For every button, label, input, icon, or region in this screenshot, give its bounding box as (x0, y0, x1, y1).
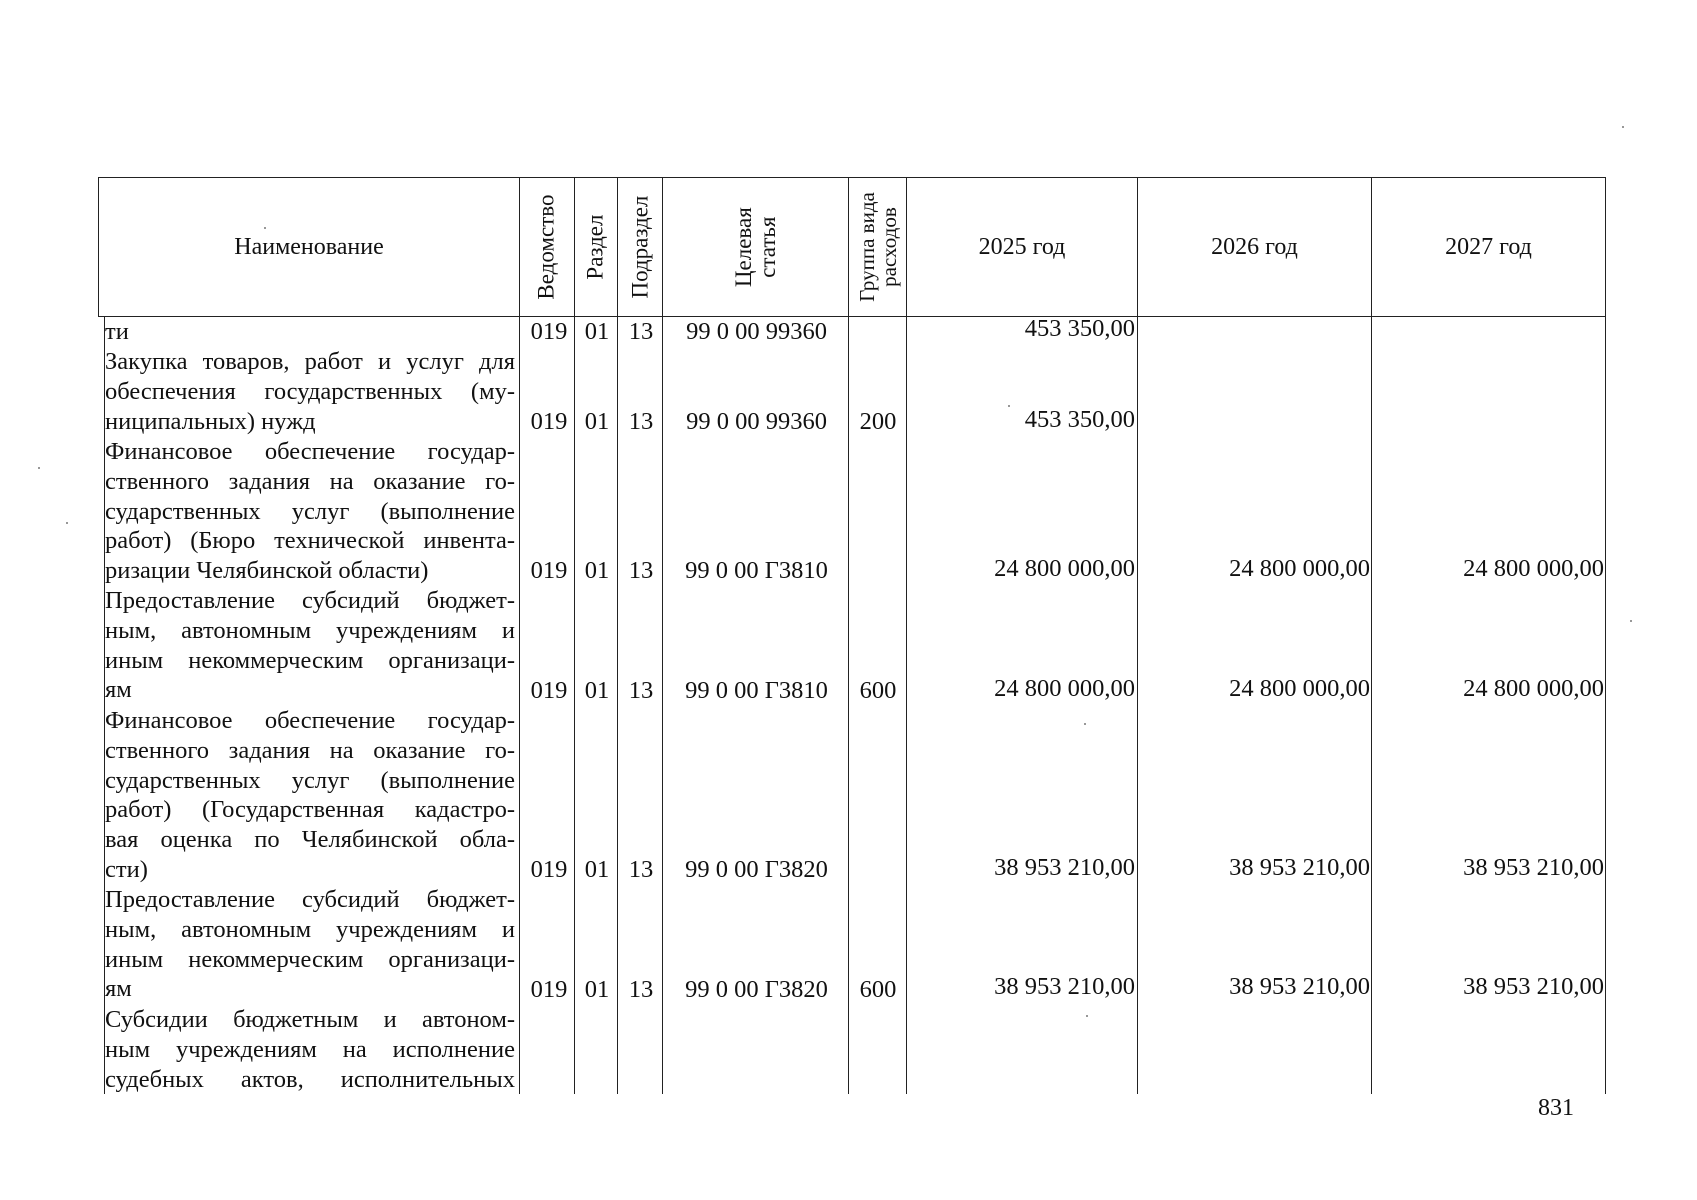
cell-podrazdel: 13 (628, 557, 654, 584)
name-line: ти (105, 318, 129, 345)
header-name-label: Наименование (234, 233, 384, 260)
header-2027 (1372, 178, 1605, 316)
cell-vedomstvo: 019 (530, 677, 568, 704)
cell-2026: 38 953 210,00 (1229, 854, 1370, 881)
cell-2025: 38 953 210,00 (994, 854, 1135, 881)
name-line: работ) (Бюро технической инвента- (105, 527, 515, 555)
header-gruppa-label (855, 192, 899, 302)
cell-vedomstvo: 019 (530, 976, 568, 1003)
cell-razdel: 01 (584, 408, 610, 435)
name-line: Субсидии бюджетным и автоном- (105, 1006, 515, 1033)
cell-podrazdel: 13 (628, 856, 654, 883)
cell-gruppa: 600 (859, 976, 897, 1003)
cell-podrazdel: 13 (628, 408, 654, 435)
name-line: сударственных услуг (выполнение (105, 766, 515, 794)
cell-2027: 24 800 000,00 (1463, 555, 1604, 582)
name-line: Финансовое обеспечение государ- (105, 438, 515, 465)
cell-2026: 24 800 000,00 (1229, 675, 1370, 702)
cell-vedomstvo: 019 (530, 856, 568, 883)
cell-2025: 24 800 000,00 (994, 675, 1135, 702)
cell-tselevaya: 99 0 00 Г3820 (685, 976, 828, 1003)
table-row-name (105, 347, 515, 436)
header-gruppa-line1: Группа вида (854, 192, 879, 302)
cell-tselevaya: 99 0 00 99360 (686, 408, 827, 435)
scan-speck (1084, 723, 1086, 725)
name-line: судебных актов, исполнительных (105, 1065, 515, 1093)
header-podrazdel (618, 178, 662, 316)
name-line: Предоставление субсидий бюджет- (105, 587, 515, 614)
header-2026-label: 2026 год (1211, 233, 1298, 260)
table-row-name (105, 317, 515, 347)
scan-speck (38, 467, 40, 469)
cell-razdel: 01 (584, 318, 610, 345)
cell-2025: 453 350,00 (1024, 406, 1135, 433)
cell-podrazdel: 13 (628, 318, 654, 345)
cell-2026: 24 800 000,00 (1229, 555, 1370, 582)
header-gruppa (849, 178, 906, 316)
table-row-name (105, 706, 515, 885)
table-row-name (105, 1005, 515, 1094)
header-vedomstvo-label: Ведомство (533, 194, 559, 300)
scan-speck (264, 227, 266, 229)
cell-2025: 453 350,00 (1024, 315, 1135, 342)
name-line: ям (105, 975, 132, 1003)
cell-tselevaya: 99 0 00 Г3810 (685, 677, 828, 704)
name-line: сударственных услуг (выполнение (105, 497, 515, 525)
cell-2026: 38 953 210,00 (1229, 973, 1370, 1000)
cell-tselevaya: 99 0 00 99360 (686, 318, 827, 345)
name-line: обеспечения государственных (му- (105, 377, 515, 405)
header-razdel-label: Раздел (582, 214, 608, 280)
name-line: вая оценка по Челябинской обла- (105, 826, 515, 854)
header-name (100, 178, 518, 316)
table-row-name (105, 885, 515, 1004)
cell-vedomstvo: 019 (530, 557, 568, 584)
cell-razdel: 01 (584, 677, 610, 704)
cell-razdel: 01 (584, 976, 610, 1003)
cell-2027: 38 953 210,00 (1463, 973, 1604, 1000)
header-2026 (1138, 178, 1371, 316)
name-line: иным некоммерческим организаци- (105, 945, 515, 973)
header-2025-label: 2025 год (978, 233, 1066, 260)
scan-speck (1622, 126, 1624, 128)
cell-tselevaya: 99 0 00 Г3820 (685, 856, 828, 883)
cell-razdel: 01 (584, 557, 610, 584)
name-line: Финансовое обеспечение государ- (105, 707, 515, 734)
table-left-border (98, 177, 99, 317)
header-2025 (907, 178, 1137, 316)
cell-vedomstvo: 019 (530, 318, 568, 345)
name-line: иным некоммерческим организаци- (105, 646, 515, 674)
table-row-name (105, 437, 515, 586)
scan-speck (1630, 620, 1632, 622)
scan-speck (1008, 405, 1010, 407)
cell-2027: 38 953 210,00 (1463, 854, 1604, 881)
table-row-name (105, 586, 515, 705)
header-podrazdel-label: Подраздел (626, 195, 652, 299)
name-line: ям (105, 676, 132, 704)
name-line: ным учреждениям на исполнение (105, 1035, 515, 1063)
cell-2025: 38 953 210,00 (994, 973, 1135, 1000)
cell-gruppa: 200 (859, 408, 897, 435)
page-number: 831 (1538, 1095, 1574, 1121)
name-line: ниципальных) нужд (105, 407, 316, 435)
header-razdel (575, 178, 617, 316)
scan-speck (1086, 1015, 1088, 1017)
cell-razdel: 01 (584, 856, 610, 883)
header-tselevaya (663, 178, 848, 316)
name-line: работ) (Государственная кадастро- (105, 796, 515, 824)
header-tselevaya-line1: Целевая (730, 207, 756, 287)
cell-vedomstvo: 019 (530, 408, 568, 435)
cell-2027: 24 800 000,00 (1463, 675, 1604, 702)
header-2027-label: 2027 год (1445, 233, 1532, 260)
cell-tselevaya: 99 0 00 Г3810 (685, 557, 828, 584)
name-line: Закупка товаров, работ и услуг для (105, 348, 515, 375)
header-gruppa-line2: расходов (876, 207, 901, 287)
name-line: ственного задания на оказание го- (105, 736, 515, 764)
cell-podrazdel: 13 (628, 677, 654, 704)
name-line: сти) (105, 855, 148, 883)
name-line: ственного задания на оказание го- (105, 467, 515, 495)
cell-2025: 24 800 000,00 (994, 555, 1135, 582)
table-right-border (1605, 177, 1606, 1094)
name-line: ризации Челябинской области) (105, 557, 429, 585)
cell-gruppa: 600 (859, 677, 897, 704)
cell-podrazdel: 13 (628, 976, 654, 1003)
name-line: ным, автономным учреждениям и (105, 616, 515, 644)
scan-speck (66, 522, 68, 524)
header-tselevaya-label (731, 207, 779, 287)
header-tselevaya-line2: статья (754, 216, 780, 278)
name-line: ным, автономным учреждениям и (105, 915, 515, 943)
header-vedomstvo (520, 178, 574, 316)
name-line: Предоставление субсидий бюджет- (105, 886, 515, 913)
